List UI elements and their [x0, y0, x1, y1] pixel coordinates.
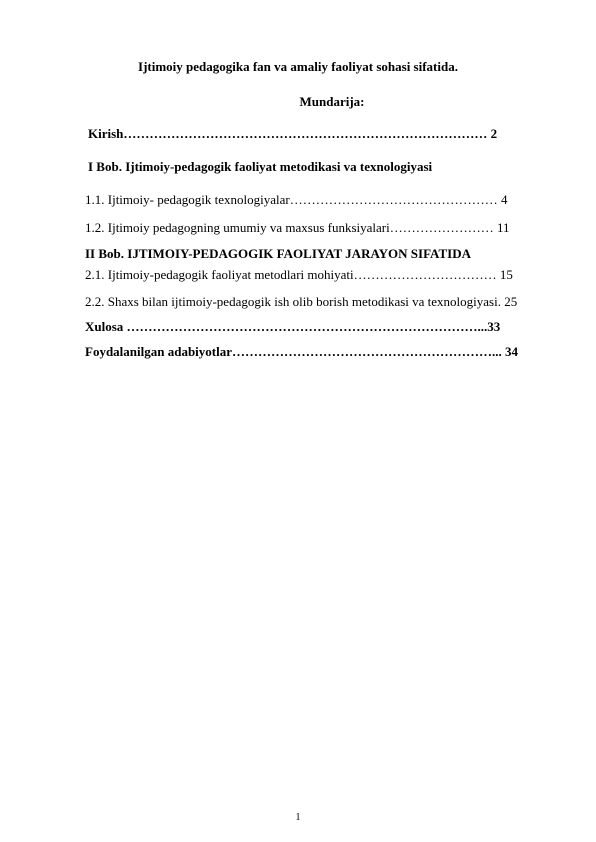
toc-entry-kirish: Kirish………………………………………………………………………… 2 — [88, 126, 498, 141]
toc-entry-2-2: 2.2. Shaxs bilan ijtimoiy-pedagogik ish olib borish metodikasi va texnologiyasi. 25 — [85, 294, 518, 309]
toc-entry-1-2: 1.2. Ijtimoiy pedagogning umumiy va maxsus funksiyalari…………………… 11 — [85, 220, 510, 235]
toc-entry-2-1: 2.1. Ijtimoiy-pedagogik faoliyat metodlari mohiyati…………………………… 15 — [85, 267, 513, 282]
toc-entry-xulosa: Xulosa ………………………………………………………………………...33 — [85, 319, 501, 334]
document-title: Ijtimoiy pedagogika fan va amaliy faoliyat sohasi sifatida. — [138, 59, 458, 74]
page-number: 1 — [295, 812, 301, 823]
toc-heading: Mundarija: — [299, 94, 365, 109]
toc-entry-adabiyotlar: Foydalanilgan adabiyotlar……………………………………………………... 34 — [85, 344, 518, 359]
toc-entry-1-1: 1.1. Ijtimoiy- pedagogik texnologiyalar………………………………………… 4 — [85, 192, 508, 207]
toc-entry-chapter-2: II Bob. IJTIMOIY-PEDAGOGIK FAOLIYAT JARAYON SIFATIDA — [85, 246, 471, 261]
toc-entry-chapter-1: I Bob. Ijtimoiy-pedagogik faoliyat metodikasi va texnologiyasi — [88, 159, 433, 174]
